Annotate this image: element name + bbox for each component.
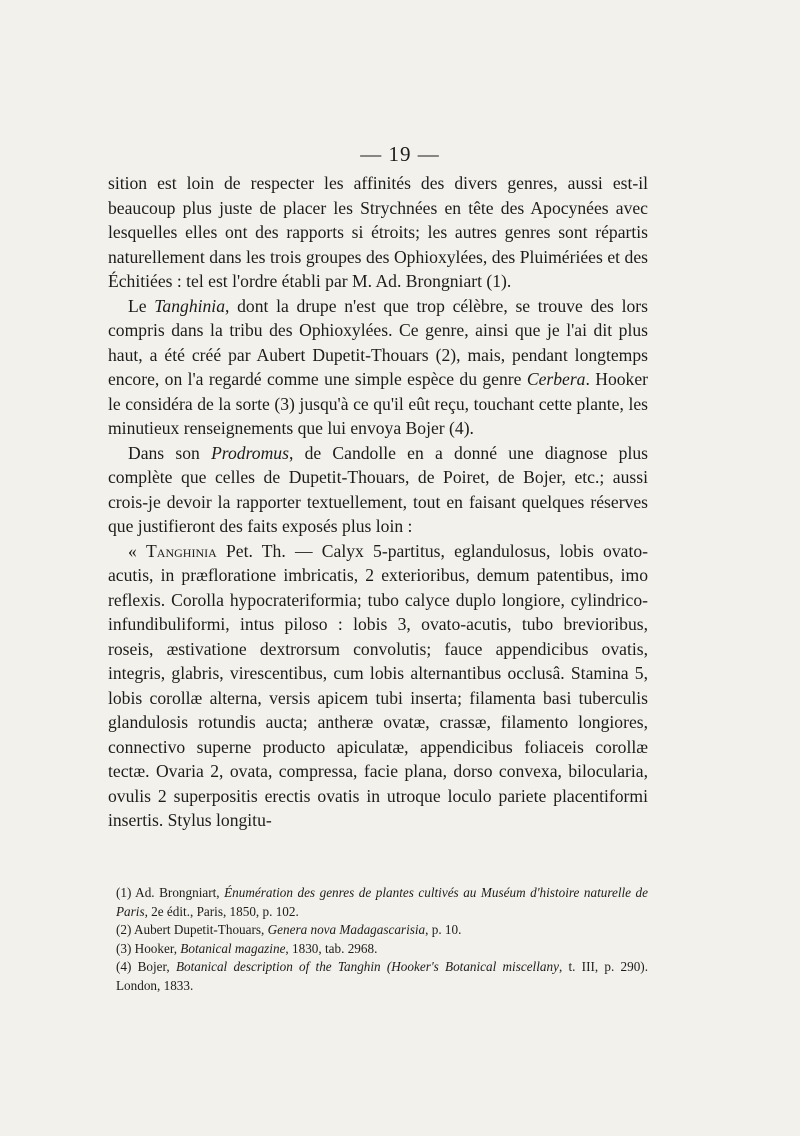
text-run: Pet. Th. — Calyx 5-partitus, eglandulosus, lobis ovato-acutis, in præfloratione imbricatis, 2 exterioribus, demum patentibus, imo reflexis. Corolla hypocrateriformia; tubo calyce duplo longiore, cylindrico-infundibuliformi, intus piloso : lobis 3, ovato-acutis, tubo brevioribus, roseis, æstivatione dextrorsum convolutis; fauce appendicibus ovatis, integris, glabris, virescentibus, cum lobis alternantibus occlusâ. Stamina 5, lobis corollæ alterna, versis apicem tubi inserta; filamenta basi tuberculis glandulosis rotundis aucta; antheræ ovatæ, crassæ, filamento longiores, connectivo superne producto apiculatæ, appendicibus foliaceis corollæ tectæ. Ovaria 2, ovata, compressa, facie plana, dorso convexa, bilocularia, ovulis 2 superpositis erectis ovatis in utroque loculo pariete placentiformi insertis. Stylus longitu- [108, 540, 648, 830]
quote-mark: « [128, 540, 147, 561]
page-number: — 19 — [360, 142, 440, 166]
footnote-2: (2) Aubert Dupetit-Thouars, Genera nova Madagascarisia, p. 10. [116, 922, 462, 938]
italic-genus-cerbera: Cerbera [526, 369, 586, 389]
footnote-1: (1) Ad. Brongniart, Énumération des genres de plantes cultivés au Muséum d'histoire naturelle de Paris, 2e édit., Paris, 1850, p. 102. [116, 885, 648, 919]
text-run: , de Candolle en a donné une diagnose plus complète que celles de Dupetit-Thouars, de Poiret, de Bojer, etc.; aussi crois-je devoir la rapporter textuellement, tout en faisant quelques réserves que justifieront des faits exposés plus loin : [108, 442, 648, 536]
footnotes [116, 884, 648, 996]
paragraph-3 [108, 441, 648, 539]
paragraph-2 [108, 294, 648, 441]
text-run: Le [128, 295, 155, 316]
paragraph-4-diagnosis [108, 539, 648, 833]
small-caps-genus: Tanghinia [146, 540, 217, 561]
footnote-3: (3) Hooker, Botanical magazine, 1830, tab. 2968. [116, 940, 378, 956]
footnote-4: (4) Bojer, Botanical description of the Tanghin (Hooker's Botanical miscellany, t. III, p. 290). London, 1833. [116, 959, 648, 993]
body-text [108, 171, 648, 833]
text-run: Dans son [128, 442, 212, 463]
paragraph-1: sition est loin de respecter les affinités des divers genres, aussi est-il beaucoup plus juste de placer les Strychnées en tête des Apocynées avec lesquelles elles ont des rapports si étroits; les autres genres sont répartis naturellement dans les trois groupes des Ophioxylées, des Pluimériées et des Échitiées : tel est l'ordre établi par M. Ad. Brongniart (1). [108, 173, 648, 291]
italic-title-prodromus: Prodromus [211, 442, 289, 463]
text-run: , dont la drupe n'est que trop célèbre, se trouve des lors compris dans la tribu des Ophioxylées. Ce genre, ainsi que je l'ai dit plus haut, a été créé par Aubert Dupetit-Thouars (2), mais, pendant longtemps encore, on l'a regardé comme une simple espèce du genre [108, 295, 648, 389]
italic-genus-tanghinia: Tanghinia [154, 295, 225, 316]
text-run: . Hooker le considéra de la sorte (3) jusqu'à ce qu'il eût reçu, touchant cette plante, les minutieux renseignements que lui envoya Bojer (4). [108, 369, 649, 438]
